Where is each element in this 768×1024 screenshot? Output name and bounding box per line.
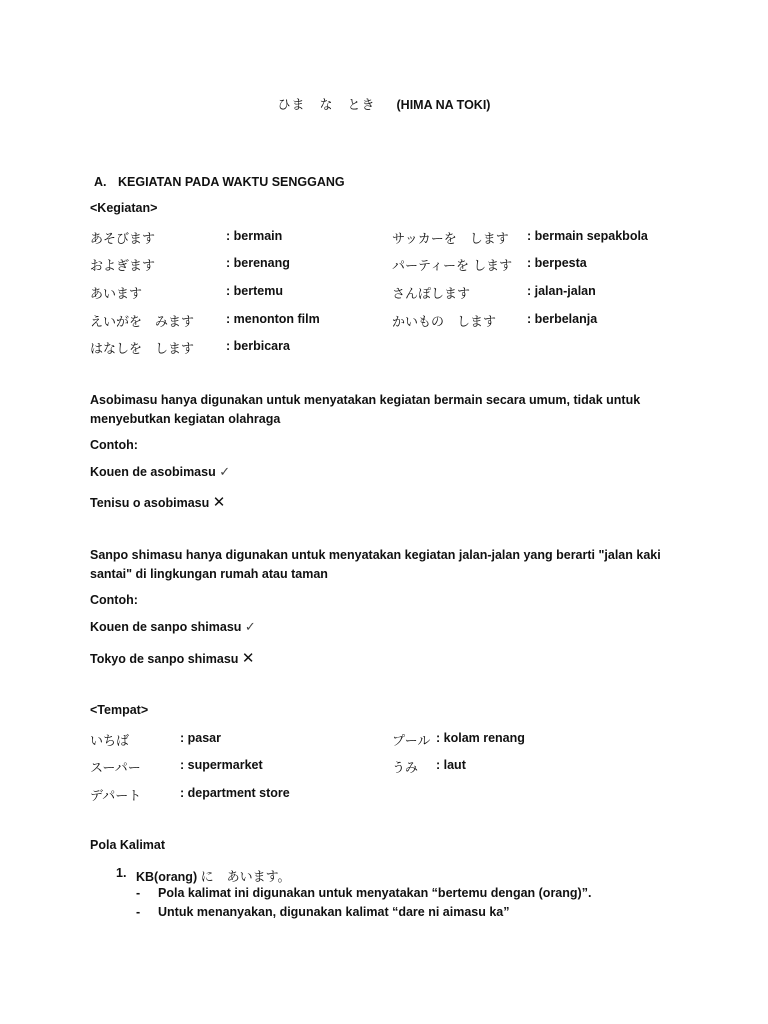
- check-mark-icon: ✓: [244, 620, 256, 635]
- example-correct: [90, 465, 230, 480]
- vocab-jp: あいます: [90, 287, 143, 302]
- vocab-jp: あそびます: [90, 232, 156, 247]
- example-text: Tokyo de sanpo shimasu: [90, 652, 239, 666]
- pattern-jp: に あいます。: [200, 870, 291, 885]
- vocab-jp: さんぽします: [392, 287, 471, 302]
- pattern-kb: KB(orang): [136, 870, 198, 884]
- place-meaning: : supermarket: [180, 758, 263, 772]
- vocab-meaning: : berenang: [226, 256, 290, 270]
- vocab-meaning: : menonton film: [226, 312, 320, 326]
- bullet-mark: -: [136, 886, 141, 900]
- cross-mark-icon: ✕: [212, 493, 226, 511]
- vocab-meaning: : bertemu: [226, 284, 283, 298]
- tempat-label: <Tempat>: [90, 703, 149, 717]
- vocab-meaning: : bermain: [226, 229, 283, 243]
- pola-heading: Pola Kalimat: [90, 838, 166, 852]
- example-text: Kouen de sanpo shimasu: [90, 620, 242, 634]
- vocab-jp: かいもの します: [392, 315, 497, 330]
- vocab-meaning: : berpesta: [527, 256, 587, 270]
- example-correct: [90, 620, 256, 635]
- pola-item-pattern: [136, 866, 291, 885]
- vocab-meaning: : jalan-jalan: [527, 284, 596, 298]
- place-jp: いちば: [90, 734, 130, 749]
- place-meaning: : laut: [436, 758, 466, 772]
- check-mark-icon: ✓: [219, 465, 231, 480]
- vocab-jp: サッカーを します: [392, 232, 509, 247]
- section-a-heading: KEGIATAN PADA WAKTU SENGGANG: [118, 175, 345, 189]
- pola-bullet: Untuk menanyakan, digunakan kalimat “dare ni aimasu ka”: [158, 905, 510, 919]
- place-meaning: : kolam renang: [436, 731, 525, 745]
- example-text: Tenisu o asobimasu: [90, 496, 210, 510]
- sanpo-note: Sanpo shimasu hanya digunakan untuk menyatakan kegiatan jalan-jalan yang berarti "jalan kaki santai" di lingkungan rumah atau taman: [90, 548, 661, 581]
- asobimasu-note: Asobimasu hanya digunakan untuk menyatakan kegiatan bermain secara umum, tidak untuk menyebutkan kegiatan olahraga: [90, 393, 641, 426]
- vocab-jp: えいがを みます: [90, 315, 195, 330]
- example-incorrect: [90, 493, 225, 511]
- contoh-label: Contoh:: [90, 438, 138, 452]
- example-text: Kouen de asobimasu: [90, 465, 216, 479]
- vocab-meaning: : berbelanja: [527, 312, 598, 326]
- cross-mark-icon: ✕: [241, 649, 255, 667]
- vocab-jp: およぎます: [90, 259, 156, 274]
- kegiatan-label: <Kegiatan>: [90, 201, 158, 215]
- vocab-jp: パーティーを します: [392, 259, 513, 274]
- title-romaji: (HIMA NA TOKI): [396, 98, 491, 112]
- contoh-label: Contoh:: [90, 593, 138, 607]
- example-incorrect: [90, 649, 254, 667]
- place-jp: スーパー: [90, 761, 141, 776]
- place-jp: うみ: [392, 761, 419, 776]
- place-jp: プール: [392, 734, 431, 749]
- page-title: [0, 94, 768, 113]
- title-japanese: ひま な とき: [277, 98, 376, 113]
- place-meaning: : department store: [180, 786, 290, 800]
- place-jp: デパート: [90, 789, 142, 804]
- vocab-meaning: : bermain sepakbola: [527, 229, 648, 243]
- section-a-marker: A.: [94, 175, 107, 189]
- pola-bullet: Pola kalimat ini digunakan untuk menyatakan “bertemu dengan (orang)”.: [158, 886, 592, 900]
- pola-item-number: 1.: [116, 866, 127, 880]
- place-meaning: : pasar: [180, 731, 221, 745]
- bullet-mark: -: [136, 905, 141, 919]
- vocab-meaning: : berbicara: [226, 339, 290, 353]
- vocab-jp: はなしを します: [90, 342, 195, 357]
